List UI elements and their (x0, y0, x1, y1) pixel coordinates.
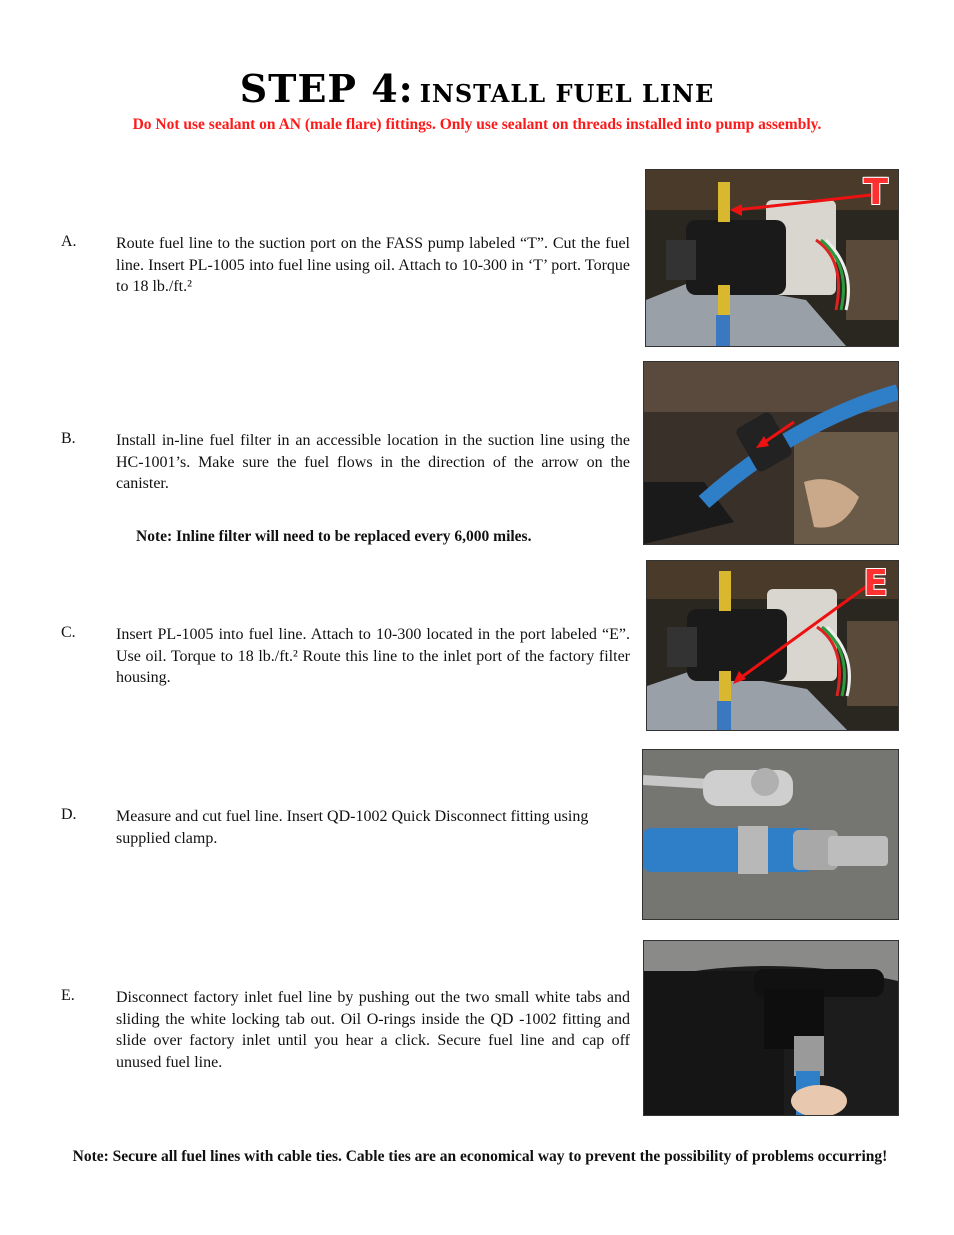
step-a-letter: A. (61, 233, 77, 250)
step-e-text: Disconnect factory inlet fuel line by pushing out the two small white tabs and sliding the white locking tab out. Oil O-rings inside the QD -1002 fitting and slide over factory inlet until you hear a click. Secure fuel line and cap off unused fuel line. (116, 989, 630, 1071)
step-a-text: Route fuel line to the suction port on the FASS pump labeled “T”. Cut the fuel line. Insert PL-1005 into fuel line using oil. Attach to 10-300 in ‘T’ port. Torque to 18 lb./ft.² (116, 235, 630, 296)
filter-note: Note: Inline filter will need to be replaced every 6,000 miles. (136, 528, 532, 545)
title-main: STEP 4: (239, 66, 414, 111)
step-e-letter: E. (61, 987, 75, 1004)
cable-tie-note: Note: Secure all fuel lines with cable ties. Cable ties are an economical way to prevent the possibility of problems occurring! (72, 1148, 888, 1165)
port-label-t: T (863, 172, 888, 213)
port-label-e: E (863, 563, 888, 604)
photo-pump-t-port (645, 169, 899, 347)
title-sub: INSTALL FUEL LINE (419, 79, 715, 108)
step-c-text: Insert PL-1005 into fuel line. Attach to 10-300 located in the port labeled “E”. Use oil. Torque to 18 lb./ft.² Route this line to the inlet port of the factory filter housing. (116, 626, 630, 687)
photo-factory-inlet (643, 940, 899, 1116)
photo-inline-filter (643, 361, 899, 545)
step-c-letter: C. (61, 624, 76, 641)
sealant-warning: Do Not use sealant on AN (male flare) fittings. Only use sealant on threads installed into pump assembly. (132, 116, 822, 133)
step-d-letter: D. (61, 806, 77, 823)
step-b-letter: B. (61, 430, 76, 447)
page-title (0, 66, 954, 111)
photo-pump-e-port (646, 560, 899, 731)
step-d-text: Measure and cut fuel line. Insert QD-1002 Quick Disconnect fitting using supplied clamp. (116, 808, 589, 847)
photo-quick-disconnect (642, 749, 899, 920)
step-b-text: Install in-line fuel filter in an accessible location in the suction line using the HC-1001’s. Make sure the fuel flows in the direction of the arrow on the canister. (116, 432, 630, 493)
